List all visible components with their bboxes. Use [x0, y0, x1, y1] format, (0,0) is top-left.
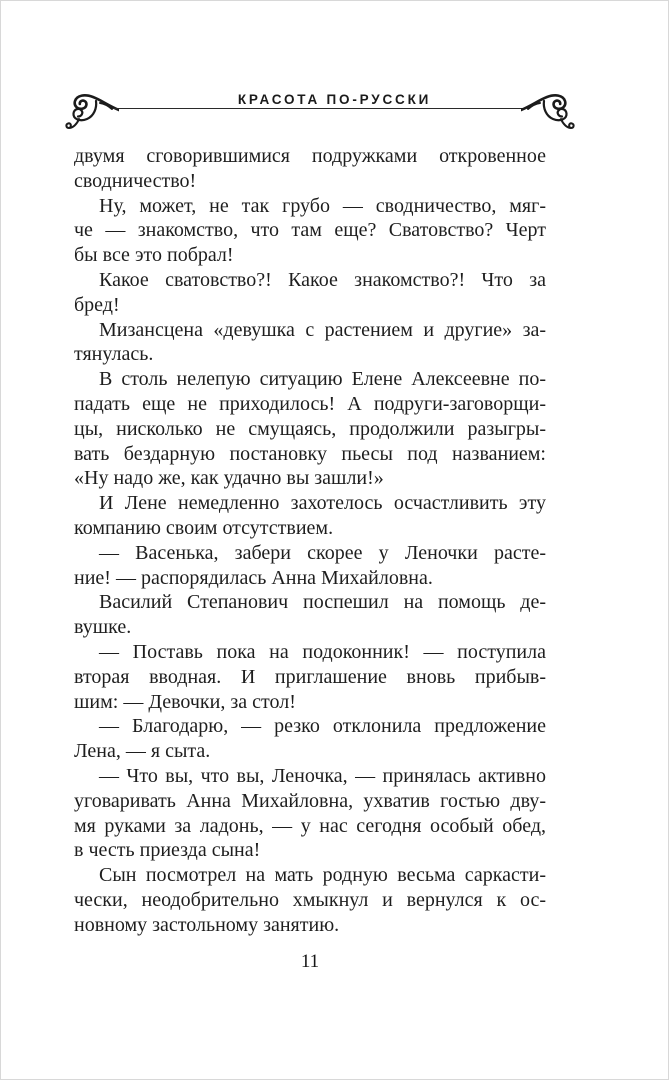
text-line: вторая вводная. И приглашение вновь прибыв- — [74, 665, 546, 688]
text-line: И Лене немедленно захотелось осчастливить эту — [99, 492, 546, 515]
text-line: — Что вы, что вы, Леночка, — принялась активно — [99, 764, 546, 787]
text-line: — Васенька, забери скорее у Леночки расте- — [99, 541, 546, 564]
running-head — [1, 89, 668, 135]
text-line: цы, нисколько не смущаясь, продолжили разыгры- — [74, 417, 546, 440]
text-line: вушке. — [74, 616, 132, 639]
text-line: «Ну надо же, как удачно вы зашли!» — [74, 467, 384, 490]
paragraph — [74, 590, 546, 640]
paragraph — [74, 367, 546, 491]
text-line: шим: — Девочки, за стол! — [74, 690, 296, 713]
text-line: новному застольному занятию. — [74, 913, 340, 936]
paragraph — [74, 268, 546, 318]
paragraph — [74, 144, 546, 194]
paragraph — [74, 194, 546, 268]
text-line: падать еще не приходилось! А подруги-заговорщи- — [74, 392, 546, 415]
paragraph — [74, 863, 546, 937]
text-line: мя руками за ладонь, — у нас сегодня особый обед, — [74, 814, 546, 837]
flourish-swirl-right-icon — [521, 88, 575, 132]
paragraph — [74, 714, 546, 764]
paragraph — [74, 640, 546, 714]
header-rule — [113, 108, 525, 109]
text-line: уговаривать Анна Михайловна, ухватив гостью дву- — [74, 789, 546, 812]
paragraph — [74, 541, 546, 591]
text-line: Ну, может, не так грубо — сводничество, мяг- — [99, 194, 546, 217]
text-line: Сын посмотрел на мать родную весьма саркасти- — [99, 864, 546, 887]
text-line: компанию своим отсутствием. — [74, 516, 334, 539]
text-line: В столь нелепую ситуацию Елене Алексеевне по- — [99, 368, 546, 391]
text-line: сводничество! — [74, 169, 197, 192]
text-line: бы все это побрал! — [74, 244, 234, 267]
page-header-title: КРАСОТА ПО-РУССКИ — [237, 92, 432, 107]
text-line: чески, неодобрительно хмыкнул и вернулся к ос- — [74, 888, 546, 911]
text-line: — Благодарю, — резко отклонила предложение — [99, 715, 546, 738]
text-line: Василий Степанович поспешил на помощь де- — [99, 591, 546, 614]
page-number: 11 — [300, 951, 320, 972]
text-line: че — знакомство, что там еще? Сватовство? Черт — [74, 219, 546, 242]
paragraph — [74, 491, 546, 541]
text-line: Лена, — я сыта. — [74, 740, 211, 763]
text-line: тянулась. — [74, 343, 154, 366]
text-line: в честь приезда сына! — [74, 839, 261, 862]
paragraph — [74, 764, 546, 863]
text-line: двумя сговорившимися подружками откровенное — [74, 145, 546, 167]
text-line: бред! — [74, 293, 120, 316]
text-line: вать бездарную постановку пьесы под названием: — [74, 442, 546, 465]
paragraph — [74, 318, 546, 368]
body-text — [74, 144, 546, 938]
text-line: ние! — распорядилась Анна Михайловна. — [74, 566, 433, 589]
text-line: — Поставь пока на подоконник! — поступила — [99, 640, 546, 663]
text-line: Мизансцена «девушка с растением и другие» за- — [99, 318, 546, 341]
text-line: Какое сватовство?! Какое знакомство?! Что за — [99, 268, 546, 291]
